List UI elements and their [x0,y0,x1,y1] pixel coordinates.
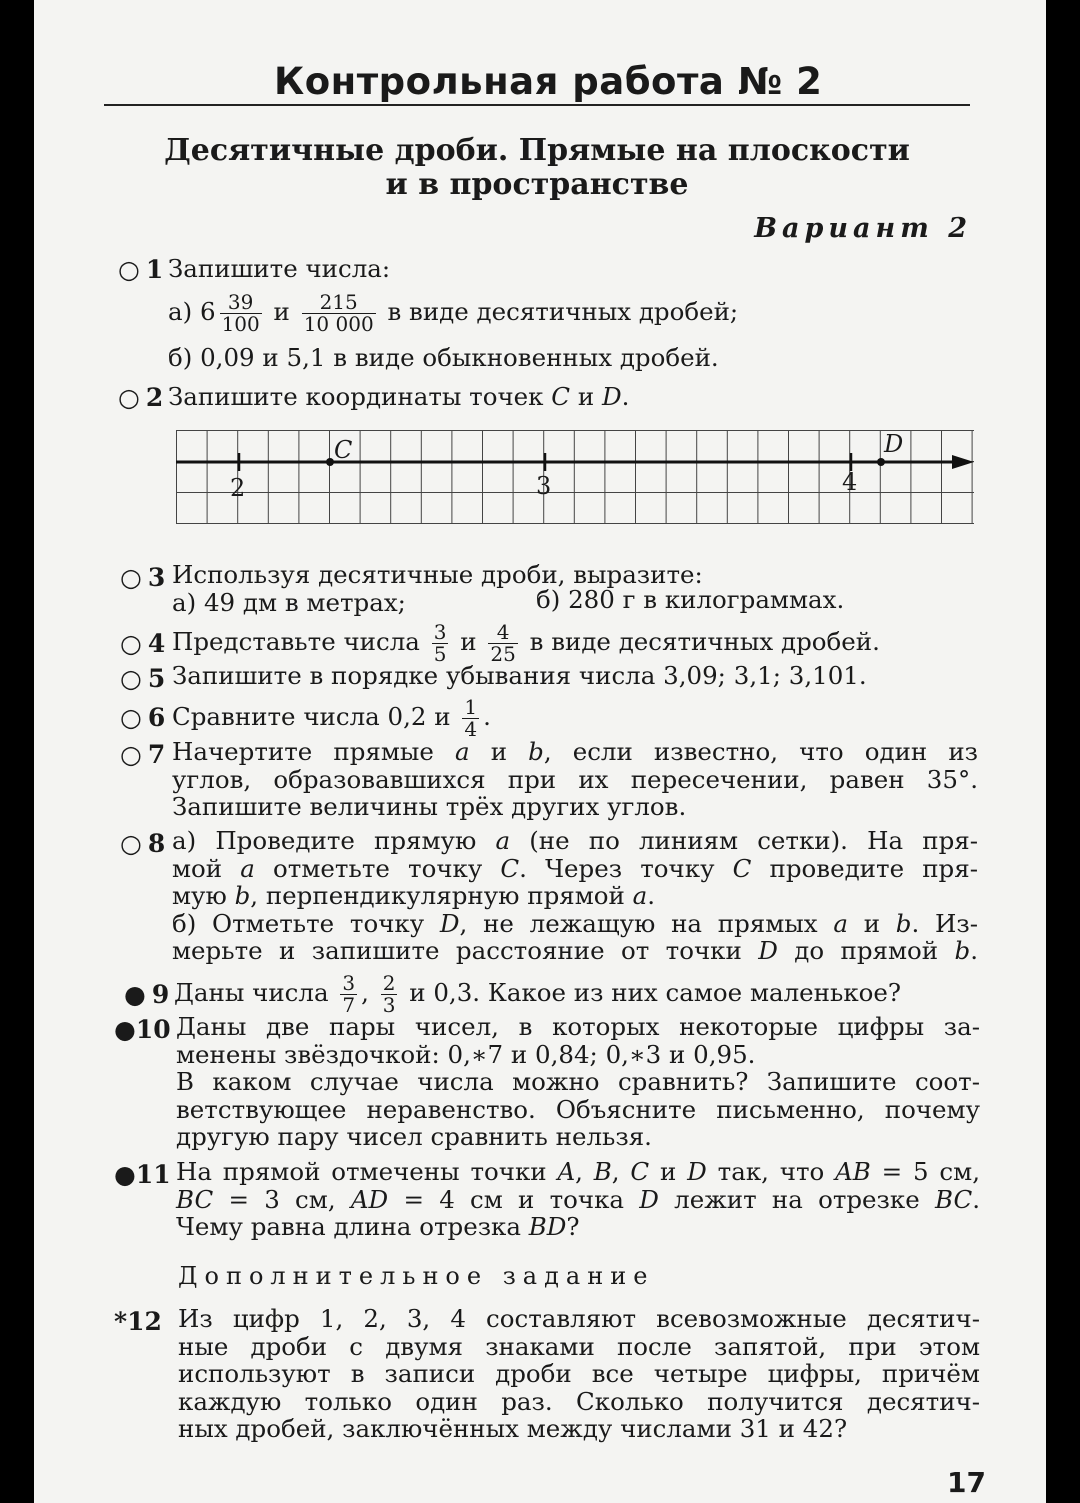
task-3-number: ○ 3 [120,563,166,592]
task-8-text: а) Проведите прямую a (не по линиям сетки). На пря- мой a отметьте точку C. Через точку C проведите пря- мую b, перпендикулярную прямой a. б) Отметьте точку D, не лежащую на прямых a и b. Из- мерьте и запишите расстояние от точки D до прямой b. [172,826,979,965]
section-subtitle [104,134,970,202]
task-1-text: Запишите числа: [168,254,391,283]
task-2-text: Запишите координаты точек C и D. [168,382,630,411]
point-c-dot [326,458,334,466]
task-9-text: Даны числа $\frac{3}{7}$ , $\frac{2}{3}$ и 0,3. Какое из них самое маленькое? [174,971,902,1017]
task-3b: б) 280 г в килограммах. [536,585,845,614]
task-1b: б) 0,09 и 5,1 в виде обыкновенных дробей. [168,343,719,372]
tick-label-4: 4 [842,468,858,496]
point-c-label: C [334,436,353,464]
page-title: Контрольная работа № 2 [274,60,823,103]
point-d-dot [877,458,885,466]
tick-label-2: 2 [230,474,246,502]
subtitle-line-2: и в пространстве [385,167,689,202]
task-2-number: ○ 2 [118,383,164,412]
fraction-2-3: $\frac{2}{3}$ [382,971,396,1017]
task-3a: а) 49 дм в метрах; [172,588,406,617]
fraction-4-25: $\frac{4}{25}$ [490,620,516,666]
fraction-1-4: $\frac{1}{4}$ [464,695,478,741]
number-line-figure [176,430,974,524]
task-6-number: ○ 6 [120,703,166,732]
task-3-text: Используя десятичные дроби, выразите: [172,560,703,589]
task-6-text: Сравните числа 0,2 и $\frac{1}{4}$ . [172,695,491,741]
page-number: 17 [947,1466,986,1499]
tick-label-3: 3 [536,472,552,500]
task-8-number: ○ 8 [120,829,166,858]
fraction-39-100: $\frac{39}{100}$ [221,290,260,336]
task-7-number: ○ 7 [120,740,166,769]
subtitle-line-1: Десятичные дроби. Прямые на плоскости [164,133,910,168]
variant-label: Вариант 2 [754,213,972,244]
task-10-number: ●10 [114,1015,171,1044]
task-5-text: Запишите в порядке убывания числа 3,09; 3,1; 3,101. [172,661,867,690]
task-1a: а) 6 $\frac{39}{100}$ и $\frac{215}{10 000}$ в виде десятичных дробей; [168,290,739,336]
fraction-215-10000: $\frac{215}{10 000}$ [303,290,374,336]
task-1-number: ○ 1 [118,255,164,284]
task-4-text: Представьте числа $\frac{3}{5}$ и $\frac{4}{25}$ в виде десятичных дробей. [172,620,880,666]
additional-task-heading: Дополнительное задание [178,1262,655,1290]
worksheet-page [34,0,1046,1503]
fraction-3-7: $\frac{3}{7}$ [342,971,356,1017]
point-d-label: D [884,430,904,458]
task-12-text: Из цифр 1, 2, 3, 4 составляют всевозможные десятич- ные дроби с двумя знаками после запятой, при этом используют в записи дроби все четыре цифры, причём каждую только один раз. Сколько получится десятич- ных дробей, заключённых между числами 31 и 42? [178,1304,980,1443]
task-9-number: ● 9 [124,980,170,1009]
task-11-text: На прямой отмечены точки A, B, C и D так, что AB = 5 см, BC = 3 см, AD = 4 см и точка D лежит на отрезке BC. Чему равна длина отрезка BD? [176,1157,980,1241]
task-7-text: Начертите прямые a и b, если известно, что один из углов, образовавшихся при их пересечении, равен 35°. Запишите величины трёх других углов. [172,737,979,821]
fraction-3-5: $\frac{3}{5}$ [433,620,447,666]
task-12-number: *12 [114,1307,162,1336]
number-line-arrow [952,455,974,469]
task-11-number: ●11 [114,1160,171,1189]
task-5-number: ○ 5 [120,664,166,693]
title-divider [104,104,970,106]
task-4-number: ○ 4 [120,629,166,658]
task-10-text: Даны две пары чисел, в которых некоторые цифры за- менены звёздочкой: 0,∗7 и 0,84; 0,∗3 и 0,95. В каком случае числа можно сравнить? Запишите соот- ветствующее неравенство. Объясните письменно, почему другую пару чисел сравнить нельзя. [176,1012,980,1151]
